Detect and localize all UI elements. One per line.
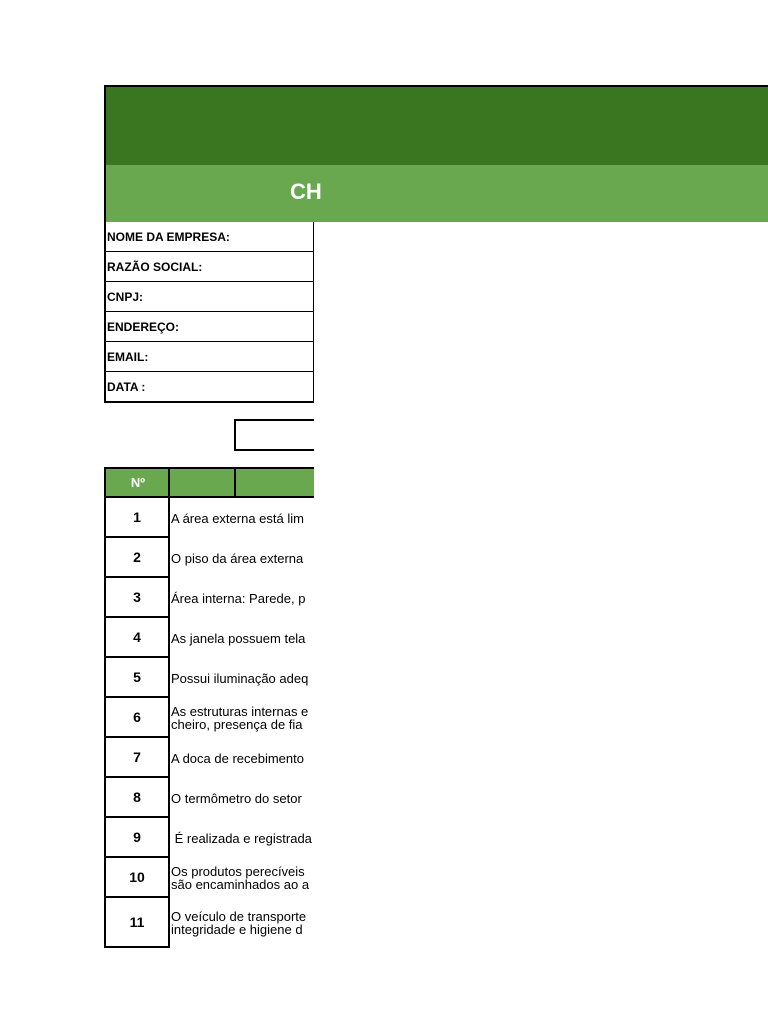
empty-field-box [234, 419, 314, 451]
item-question: É realizada e registrada [171, 830, 312, 846]
legal-name-label: RAZÃO SOCIAL: [104, 252, 314, 282]
cnpj-label: CNPJ: [104, 282, 314, 312]
email-label: EMAIL: [104, 342, 314, 372]
header-band-dark [104, 85, 768, 165]
item-question: Possui iluminação adeq [171, 670, 309, 686]
item-question: Área interna: Parede, p [171, 590, 306, 606]
item-number: 6 [104, 698, 170, 738]
item-number: 9 [104, 818, 170, 858]
question-column-header-ext [234, 467, 314, 498]
question-column-header [168, 467, 236, 498]
item-number: 8 [104, 778, 170, 818]
checklist-title: CH [290, 179, 322, 204]
item-number: 4 [104, 618, 170, 658]
item-question: O piso da área externa [171, 550, 304, 566]
item-question: O termômetro do setor [171, 790, 302, 806]
item-question: A doca de recebimento [171, 750, 304, 766]
address-label: ENDEREÇO: [104, 312, 314, 342]
header-band-light [104, 165, 768, 222]
company-name-label: NOME DA EMPRESA: [104, 222, 314, 252]
item-number: 3 [104, 578, 170, 618]
number-column-header: Nº [104, 467, 170, 498]
item-number: 7 [104, 738, 170, 778]
item-number: 10 [104, 858, 170, 898]
item-question: O veículo de transporte integridade e higiene d [171, 909, 307, 937]
item-number: 11 [104, 898, 170, 948]
item-question: A área externa está lim [171, 510, 304, 526]
item-question: As janela possuem tela [171, 630, 306, 646]
date-label: DATA : [104, 372, 314, 403]
item-number: 1 [104, 498, 170, 538]
item-number: 2 [104, 538, 170, 578]
item-question: Os produtos perecíveis são encaminhados ao a [171, 864, 310, 892]
item-number: 5 [104, 658, 170, 698]
item-question: As estruturas internas e cheiro, presença de fia [171, 704, 309, 732]
